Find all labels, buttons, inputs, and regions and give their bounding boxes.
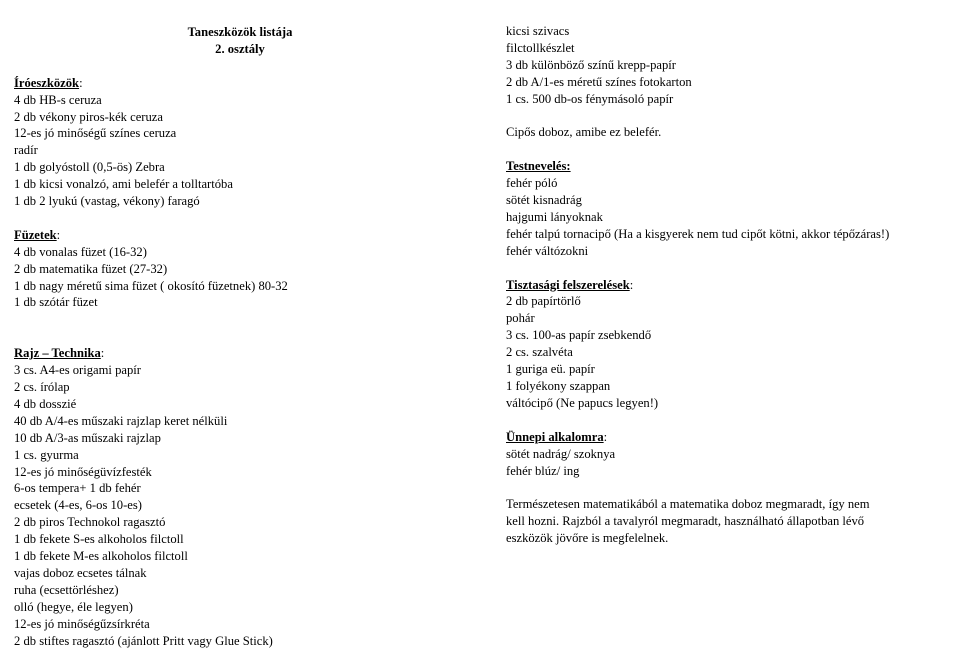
list-item: 4 db vonalas füzet (16-32): [14, 244, 147, 259]
spacer: [14, 328, 474, 345]
list-item: 1 db szótár füzet: [14, 295, 98, 310]
list-item: 3 db különböző színű krepp-papír: [506, 57, 676, 72]
spacer: [506, 479, 956, 496]
section-heading-fuzetek: Füzetek:: [14, 227, 61, 242]
section-heading-rajz-technika: Rajz – Technika:: [14, 346, 105, 361]
list-item: 1 cs. gyurma: [14, 447, 79, 462]
document-subtitle: 2. osztály: [215, 41, 265, 56]
spacer: [14, 210, 474, 227]
left-column: [14, 24, 474, 649]
closing-note-line: eszközök jövőre is megfelelnek.: [506, 531, 669, 546]
list-item: ruha (ecsettörléshez): [14, 582, 119, 597]
list-item: 12-es jó minőségű színes ceruza: [14, 126, 177, 141]
list-item: 2 db stiftes ragasztó (ajánlott Pritt vagy Glue Stick): [14, 633, 273, 648]
list-item: fehér talpú tornacipő (Ha a kisgyerek nem tud cipőt kötni, akkor tépőzáras!): [506, 226, 890, 241]
list-item: 1 db fekete M-es alkoholos filctoll: [14, 549, 188, 564]
list-item: ecsetek (4-es, 6-os 10-es): [14, 498, 142, 513]
list-item: 1 db 2 lyukú (vastag, vékony) faragó: [14, 194, 200, 209]
list-item: 1 db fekete S-es alkoholos filctoll: [14, 532, 184, 547]
list-item: radír: [14, 143, 38, 158]
spacer: [506, 141, 956, 158]
spacer: [14, 58, 474, 75]
right-column: [506, 23, 956, 547]
list-item: 3 cs. 100-as papír zsebkendő: [506, 328, 652, 343]
list-item: 6-os tempera+ 1 db fehér: [14, 481, 141, 496]
list-item: 4 db dosszié: [14, 396, 77, 411]
section-heading-unnepi: Ünnepi alkalomra:: [506, 429, 608, 444]
document-title: Taneszközök listája: [187, 25, 293, 39]
list-item: 12-es jó minőségűzsírkréta: [14, 616, 150, 631]
spacer: [506, 260, 956, 277]
section-heading-tisztasagi: Tisztasági felszerelések:: [506, 277, 634, 292]
spacer: [14, 311, 474, 328]
list-item: 2 db piros Technokol ragasztó: [14, 515, 166, 530]
list-item: 2 db papírtörlő: [506, 294, 581, 309]
list-item: 10 db A/3-as műszaki rajzlap: [14, 430, 161, 445]
list-item: 3 cs. A4-es origami papír: [14, 363, 141, 378]
list-item: pohár: [506, 311, 535, 326]
spacer: [506, 412, 956, 429]
list-item: olló (hegye, éle legyen): [14, 599, 133, 614]
list-item: 2 db matematika füzet (27-32): [14, 261, 168, 276]
spacer: [506, 108, 956, 125]
box-note: Cipős doboz, amibe ez belefér.: [506, 125, 662, 140]
list-item: 2 cs. szalvéta: [506, 345, 573, 360]
list-item: sötét kisnadrág: [506, 193, 582, 208]
list-item: 1 db kicsi vonalzó, ami belefér a tolltartóba: [14, 177, 233, 192]
list-item: 2 cs. írólap: [14, 379, 70, 394]
list-item: 2 db vékony piros-kék ceruza: [14, 109, 163, 124]
list-item: fehér váltózokni: [506, 243, 589, 258]
list-item: sötét nadrág/ szoknya: [506, 446, 616, 461]
list-item: fehér póló: [506, 176, 558, 191]
list-item: 1 folyékony szappan: [506, 378, 611, 393]
list-item: 12-es jó minőségüvízfesték: [14, 464, 152, 479]
list-item: filctollkészlet: [506, 40, 575, 55]
list-item: 40 db A/4-es műszaki rajzlap keret nélküli: [14, 413, 228, 428]
list-item: hajgumi lányoknak: [506, 209, 603, 224]
list-item: 1 cs. 500 db-os fénymásoló papír: [506, 91, 674, 106]
list-item: 1 db golyóstoll (0,5-ös) Zebra: [14, 160, 165, 175]
list-item: fehér blúz/ ing: [506, 463, 580, 478]
list-item: vajas doboz ecsetes tálnak: [14, 565, 147, 580]
list-item: 2 db A/1-es méretű színes fotokarton: [506, 74, 692, 89]
list-item: 1 db nagy méretű sima füzet ( okosító füzetnek) 80-32: [14, 278, 288, 293]
section-heading-iroeszkozok: Íróeszközök:: [14, 75, 83, 90]
section-heading-testneveles: Testnevelés:: [506, 159, 571, 174]
list-item: 1 guriga eü. papír: [506, 362, 595, 377]
closing-note-line: Természetesen matematikából a matematika doboz megmaradt, így nem: [506, 497, 870, 512]
list-item: kicsi szivacs: [506, 24, 570, 38]
list-item: 4 db HB-s ceruza: [14, 92, 102, 107]
list-item: váltócipő (Ne papucs legyen!): [506, 395, 659, 410]
closing-note-line: kell hozni. Rajzból a tavalyról megmaradt, használható állapotban lévő: [506, 514, 865, 529]
